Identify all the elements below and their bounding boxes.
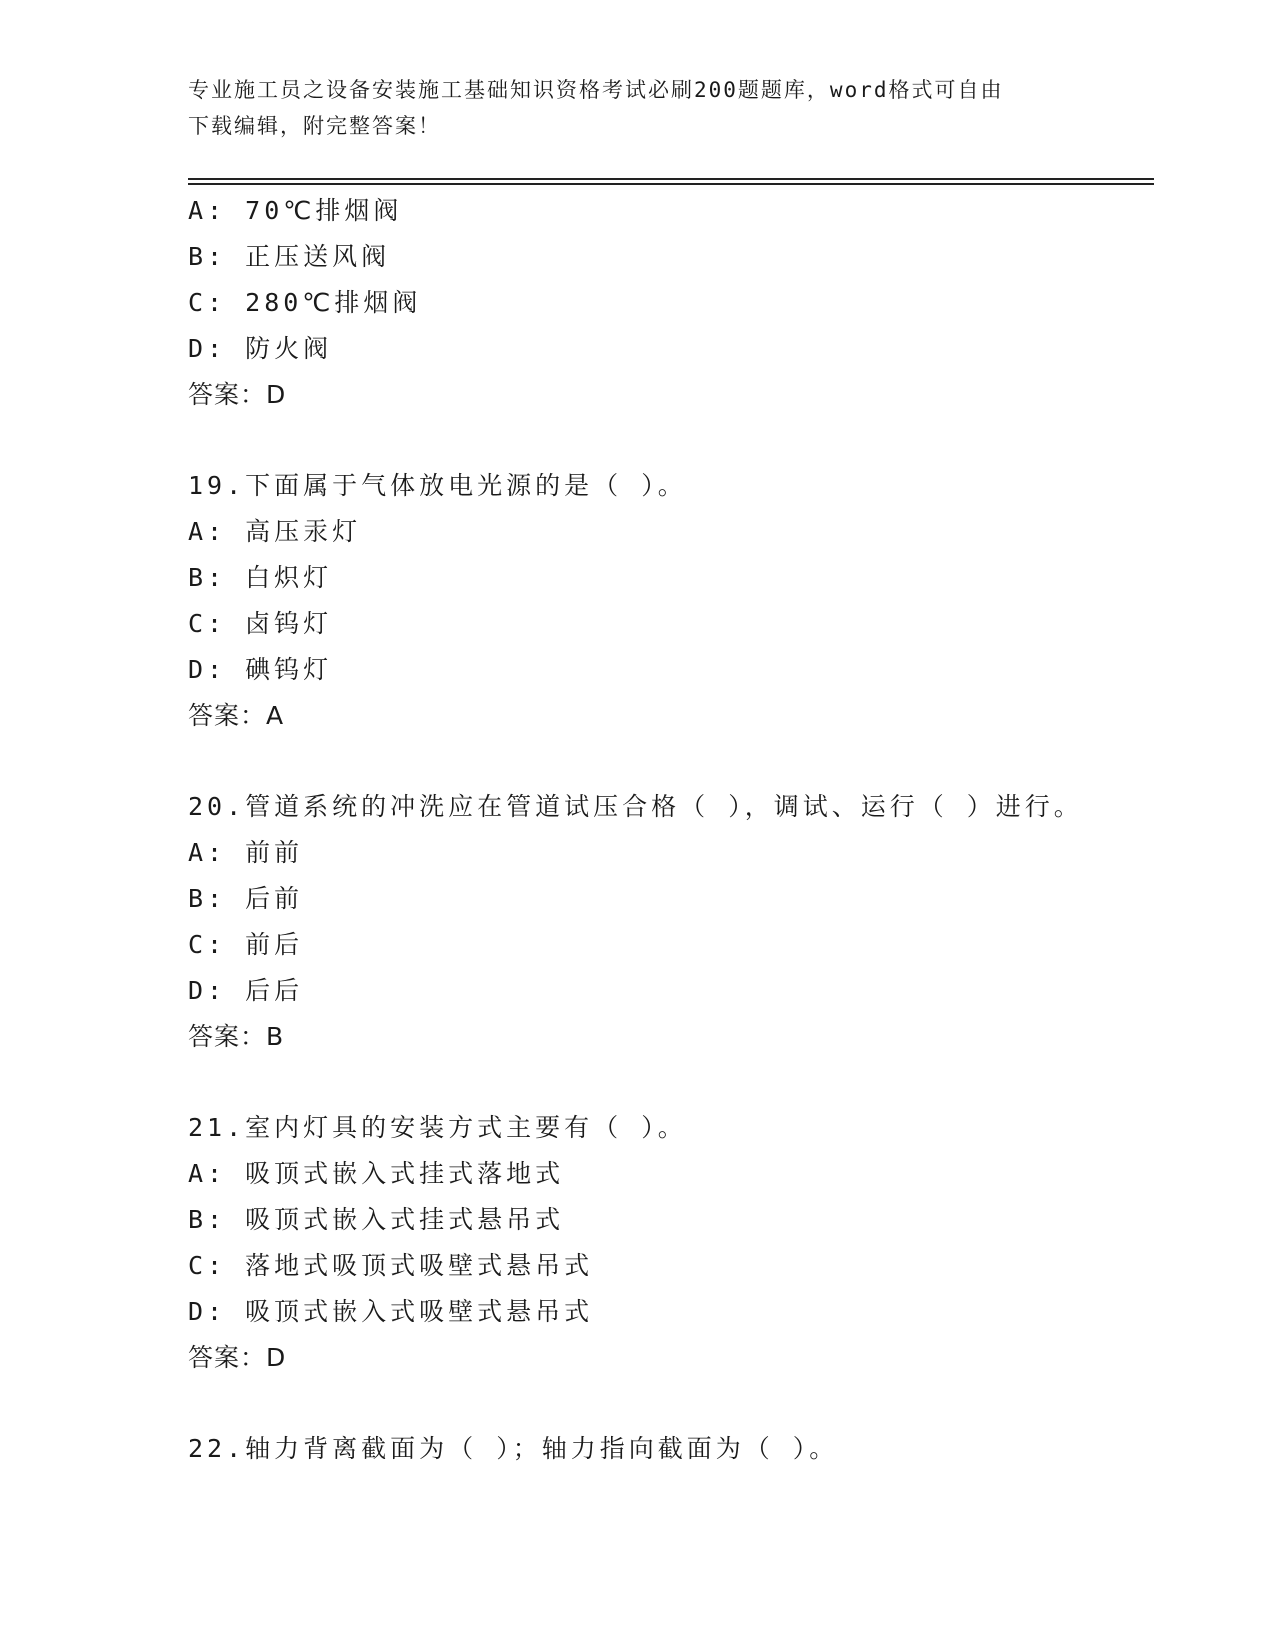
header-divider-bottom (188, 183, 1154, 185)
answer-line: 答案：D (188, 1343, 287, 1372)
option-a: A: 70℃排烟阀 (188, 196, 403, 225)
option-b: B: 白炽灯 (188, 563, 333, 592)
option-c: C: 卤钨灯 (188, 609, 333, 638)
option-c: C: 280℃排烟阀 (188, 288, 422, 317)
header-title-line-1: 专业施工员之设备安装施工基础知识资格考试必刷200题题库，word格式可自由 (188, 78, 1004, 102)
option-b: B: 后前 (188, 884, 304, 913)
header-divider-top (188, 178, 1154, 180)
question-stem: 19.下面属于气体放电光源的是（ ）。 (188, 471, 687, 500)
option-a: A: 吸顶式嵌入式挂式落地式 (188, 1159, 565, 1188)
question-block-22 (188, 1426, 1148, 1472)
question-stem: 20.管道系统的冲洗应在管道试压合格（ ），调试、运行（ ）进行。 (188, 792, 1083, 821)
option-b: B: 吸顶式嵌入式挂式悬吊式 (188, 1205, 565, 1234)
option-c: C: 落地式吸顶式吸壁式悬吊式 (188, 1251, 594, 1280)
question-stem: 22.轴力背离截面为（ ）；轴力指向截面为（ ）。 (188, 1434, 839, 1463)
header-title-line-2: 下载编辑，附完整答案！ (188, 114, 441, 138)
option-a: A: 前前 (188, 838, 304, 867)
option-d: D: 碘钨灯 (188, 655, 333, 684)
question-block-20 (188, 784, 1148, 1060)
option-d: D: 吸顶式嵌入式吸壁式悬吊式 (188, 1297, 594, 1326)
option-c: C: 前后 (188, 930, 304, 959)
option-b: B: 正压送风阀 (188, 242, 391, 271)
option-a: A: 高压汞灯 (188, 517, 362, 546)
answer-line: 答案：D (188, 380, 287, 409)
answer-line: 答案：A (188, 701, 285, 730)
document-header (188, 72, 1088, 144)
question-block-21 (188, 1105, 1148, 1381)
option-d: D: 防火阀 (188, 334, 333, 363)
question-block-18 (188, 188, 1148, 418)
question-block-19 (188, 463, 1148, 739)
question-stem: 21.室内灯具的安装方式主要有（ ）。 (188, 1113, 687, 1142)
answer-line: 答案：B (188, 1022, 285, 1051)
option-d: D: 后后 (188, 976, 304, 1005)
question-list (188, 188, 1148, 1472)
